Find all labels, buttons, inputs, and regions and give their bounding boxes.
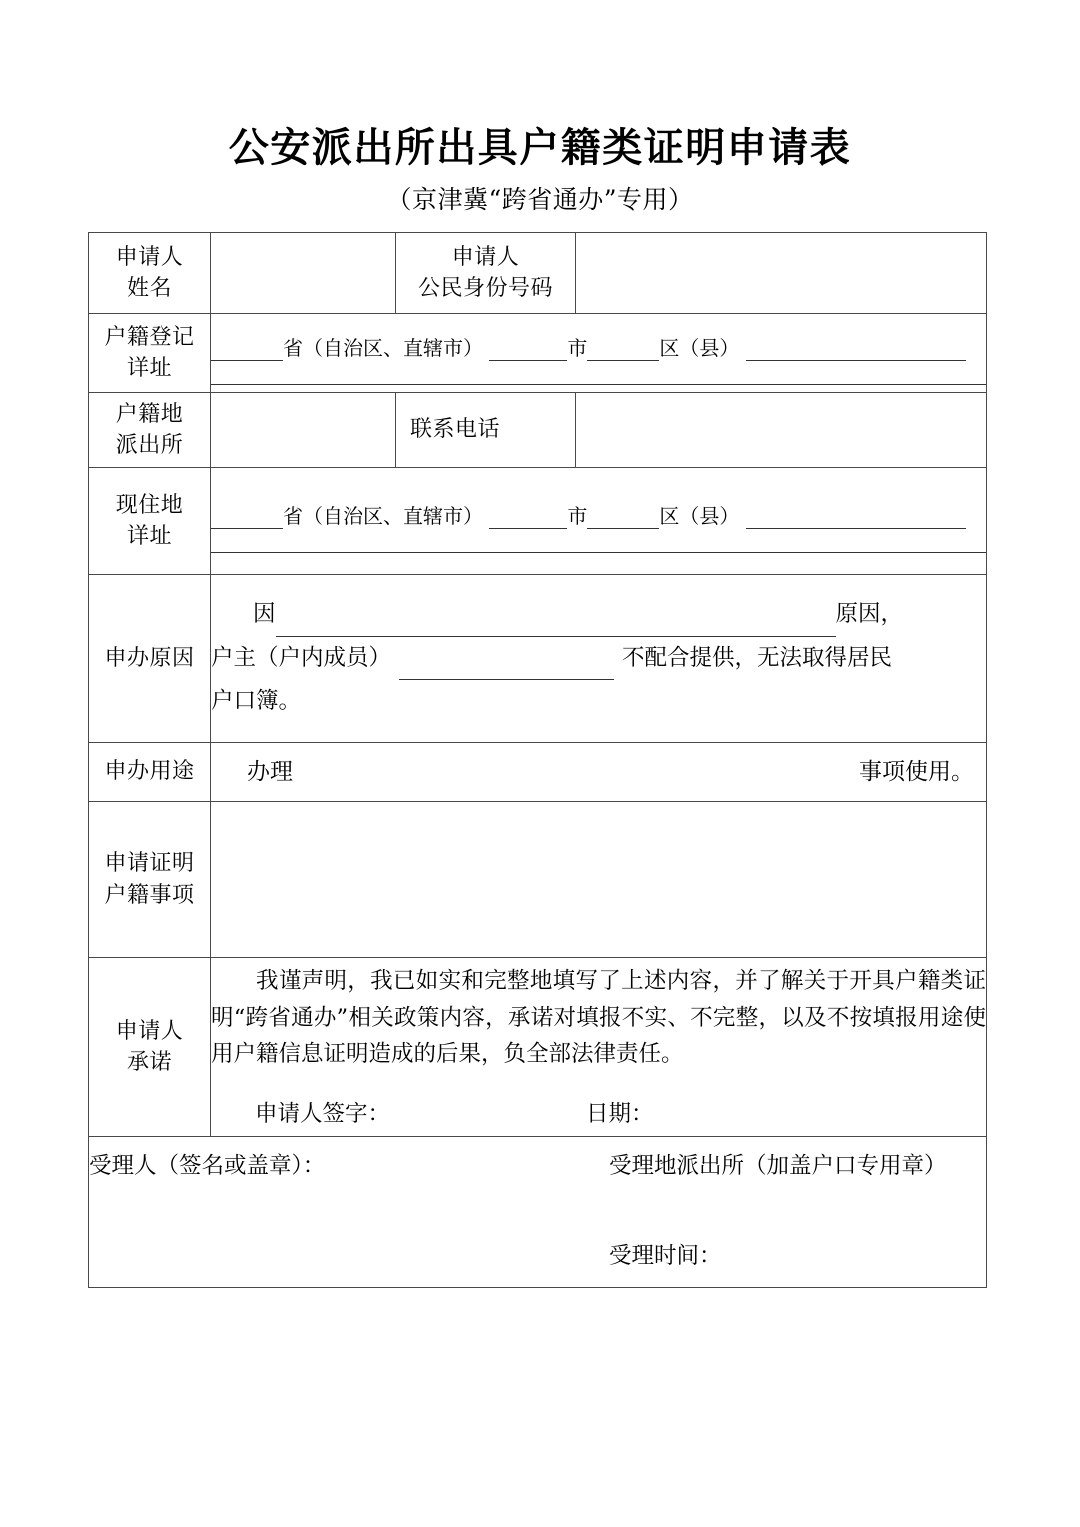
reason-suffix: 原因， (835, 600, 904, 627)
label-household-address (89, 314, 211, 393)
table-row-pledge (89, 958, 987, 1137)
label-household-station-line1: 户籍地 (115, 401, 184, 427)
pledge-declaration-text: 我谨声明，我已如实和完整地填写了上述内容，并了解关于开具户籍类证明“跨省通办”相关政策内容，承诺对填报不实、不完整，以及不按填报用途使用户籍信息证明造成的后果，负全部法律责任。 (211, 968, 986, 1068)
household-district-suffix: 区（县） (659, 335, 740, 360)
label-applicant-name-line1: 申请人 (115, 244, 184, 270)
reason-prefix: 因 (253, 600, 276, 627)
current-city-suffix: 市 (567, 503, 588, 528)
application-form-table (88, 232, 987, 1288)
label-applicant-name (89, 233, 211, 314)
table-row-purpose (89, 743, 987, 802)
current-district-blank[interactable] (587, 507, 659, 529)
table-row-current-address (89, 468, 987, 575)
acceptance-section (89, 1137, 987, 1288)
household-district-blank[interactable] (587, 339, 659, 361)
household-address-line-2[interactable] (211, 383, 986, 385)
acceptance-time-label[interactable]: 受理时间： (609, 1243, 722, 1269)
label-requested-matters-line1: 申请证明 (104, 851, 195, 877)
household-detail-blank[interactable] (746, 339, 966, 361)
householder-suffix: 不配合提供，无法取得居民 (622, 644, 893, 671)
label-apply-reason: 申办原因 (89, 575, 211, 743)
field-household-address[interactable] (211, 314, 987, 393)
field-household-station[interactable] (211, 393, 396, 468)
label-current-address-line2: 详址 (126, 524, 172, 549)
reason-blank[interactable] (276, 612, 836, 637)
label-contact-phone: 联系电话 (396, 393, 576, 468)
label-applicant-pledge (89, 958, 211, 1137)
label-household-address-line1: 户籍登记 (104, 324, 195, 350)
acceptance-station-label: 受理地派出所（加盖户口专用章） (609, 1153, 947, 1180)
page-subtitle: （京津冀“跨省通办”专用） (386, 185, 694, 215)
label-requested-matters-line2: 户籍事项 (104, 882, 195, 908)
label-requested-matters (89, 802, 211, 958)
current-province-suffix: 省（自治区、直辖市） (283, 503, 483, 528)
table-row-matters (89, 802, 987, 958)
table-row-applicant (89, 233, 987, 314)
householder-blank[interactable] (399, 656, 614, 681)
label-current-address-line1: 现住地 (115, 492, 184, 518)
page-title: 公安派出所出具户籍类证明申请表 (228, 124, 852, 171)
purpose-row (211, 756, 986, 789)
label-apply-purpose: 申办用途 (89, 743, 211, 802)
field-requested-matters[interactable] (211, 802, 987, 958)
table-row-reason (89, 575, 987, 743)
current-detail-blank[interactable] (746, 507, 966, 529)
label-household-station-line2: 派出所 (115, 433, 184, 458)
household-city-blank[interactable] (489, 339, 567, 361)
label-applicant-pledge-line1: 申请人 (115, 1018, 184, 1044)
purpose-prefix: 办理 (247, 758, 293, 785)
label-applicant-id-line1: 申请人 (451, 244, 520, 270)
current-district-suffix: 区（县） (659, 503, 740, 528)
householder-prefix: 户主（户内成员） (211, 644, 392, 671)
label-current-address (89, 468, 211, 575)
acceptor-signature-label[interactable]: 受理人（签名或盖章）： (89, 1153, 326, 1180)
reason-line-2 (211, 637, 986, 681)
reason-line-1 (211, 593, 986, 637)
table-row-household-address (89, 314, 987, 393)
label-household-station (89, 393, 211, 468)
title-block (0, 124, 1080, 215)
table-row-station (89, 393, 987, 468)
field-current-address[interactable] (211, 468, 987, 575)
field-contact-phone[interactable] (576, 393, 987, 468)
household-province-blank[interactable] (211, 339, 283, 361)
current-province-blank[interactable] (211, 507, 283, 529)
acceptance-top-row (89, 1151, 986, 1183)
label-applicant-name-line2: 姓名 (126, 276, 172, 301)
pledge-signature-row (211, 1099, 986, 1131)
current-city-blank[interactable] (489, 507, 567, 529)
field-applicant-name[interactable] (211, 233, 396, 314)
current-address-line-1 (211, 490, 986, 529)
field-apply-purpose[interactable] (211, 743, 987, 802)
field-applicant-id[interactable] (576, 233, 987, 314)
pledge-content (211, 958, 987, 1137)
table-row-acceptance (89, 1137, 987, 1288)
label-applicant-id (396, 233, 576, 314)
household-province-suffix: 省（自治区、直辖市） (283, 335, 483, 360)
household-address-line-1 (211, 322, 986, 361)
label-applicant-id-line2: 公民身份号码 (417, 276, 553, 301)
household-city-suffix: 市 (567, 335, 588, 360)
label-household-address-line2: 详址 (126, 356, 172, 381)
label-applicant-pledge-line2: 承诺 (126, 1050, 172, 1075)
current-address-line-2[interactable] (211, 551, 986, 553)
purpose-suffix: 事项使用。 (859, 758, 974, 785)
applicant-signature-label[interactable]: 申请人签字： (255, 1100, 391, 1127)
applicant-date-label[interactable]: 日期： (586, 1100, 654, 1127)
reason-line-3: 户口簿。 (211, 688, 302, 715)
field-apply-reason[interactable] (211, 575, 987, 743)
